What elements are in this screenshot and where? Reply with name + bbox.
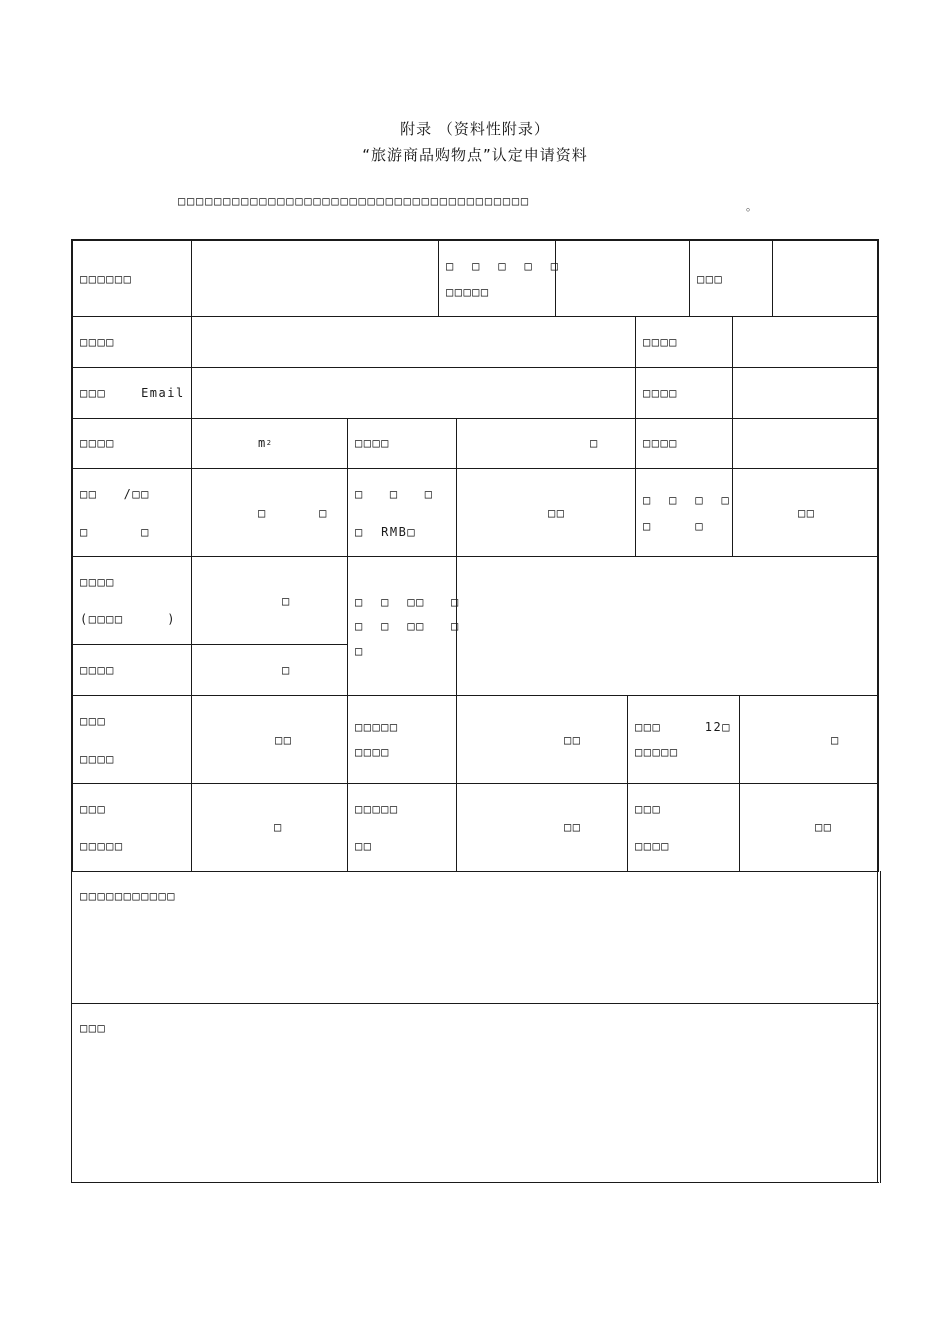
appendix-title: 附录 （资料性附录） bbox=[400, 120, 550, 138]
label-r3-right: □□□□ bbox=[643, 386, 678, 400]
intro-text: □□□□□□□□□□□□□□□□□□□□□□□□□□□□□□□□□□□□□□□ bbox=[178, 194, 530, 208]
label-r9-right-a: □□□ bbox=[635, 802, 662, 816]
application-form-table bbox=[71, 239, 879, 1183]
label-r8-right-b: □□□□□ bbox=[635, 745, 679, 759]
label-name: □□□□□□ bbox=[80, 272, 133, 286]
label-r6-b: (□□□□ ) bbox=[80, 612, 176, 626]
r8-right-unit: □ bbox=[831, 733, 840, 747]
label-r6-mid-a: □ □ □□ □ bbox=[355, 595, 460, 609]
label-email: □□□ Email bbox=[80, 386, 185, 400]
r8-mid-unit: □□ bbox=[564, 733, 582, 747]
r8-unit: □□ bbox=[275, 733, 293, 747]
r5-right-unit: □□ bbox=[798, 506, 816, 520]
r4-mid-unit: □ bbox=[590, 436, 599, 450]
r7-unit: □ bbox=[282, 663, 291, 677]
label-r6-mid-c: □ bbox=[355, 644, 364, 658]
label-r9-b: □□□□□ bbox=[80, 839, 124, 853]
label-r2-right: □□□□ bbox=[643, 335, 678, 349]
label-r1-right: □□□ bbox=[697, 272, 724, 286]
label-r9-mid-b: □□ bbox=[355, 839, 373, 853]
r5-mid-unit: □□ bbox=[548, 506, 566, 520]
label-r1-mid-b: □□□□□ bbox=[446, 285, 490, 299]
label-r5-right-a: □ □ □ □ bbox=[643, 493, 731, 507]
label-r5-a: □□ /□□ bbox=[80, 487, 150, 501]
label-r4-mid: □□□□ bbox=[355, 436, 390, 450]
r5-unit: □ □ bbox=[258, 506, 328, 520]
label-r8-b: □□□□ bbox=[80, 752, 115, 766]
label-r5-right-b: □ □ bbox=[643, 519, 705, 533]
form-title: “旅游商品购物点”认定申请资料 bbox=[362, 146, 588, 164]
r9-right-unit: □□ bbox=[815, 820, 833, 834]
label-r7: □□□□ bbox=[80, 663, 115, 677]
label-r9-a: □□□ bbox=[80, 802, 107, 816]
label-r8-a: □□□ bbox=[80, 714, 107, 728]
label-r5-b: □ □ bbox=[80, 525, 150, 539]
label-r1-mid-a: □ □ □ □ □ bbox=[446, 259, 560, 273]
r6-unit: □ bbox=[282, 594, 291, 608]
label-r8-mid-b: □□□□ bbox=[355, 745, 390, 759]
label-r6-a: □□□□ bbox=[80, 575, 115, 589]
label-r4-right: □□□□ bbox=[643, 436, 678, 450]
label-r6-mid-b: □ □ □□ □ bbox=[355, 619, 460, 633]
label-r9-mid-a: □□□□□ bbox=[355, 802, 399, 816]
intro-period: 。 bbox=[746, 200, 757, 213]
label-r5-mid-b: □ RMB□ bbox=[355, 525, 417, 539]
r9-mid-unit: □□ bbox=[564, 820, 582, 834]
label-address: □□□□ bbox=[80, 335, 115, 349]
label-r11: □□□ bbox=[80, 1021, 107, 1035]
area-unit: $m^2$ bbox=[258, 436, 273, 450]
label-r10: □□□□□□□□□□□ bbox=[80, 889, 176, 903]
label-area: □□□□ bbox=[80, 436, 115, 450]
label-r8-right-a: □□□ 12□ bbox=[635, 720, 731, 734]
label-r5-mid-a: □ □ □ bbox=[355, 487, 434, 501]
r9-unit: □ bbox=[274, 820, 283, 834]
label-r9-right-b: □□□□ bbox=[635, 839, 670, 853]
label-r8-mid-a: □□□□□ bbox=[355, 720, 399, 734]
